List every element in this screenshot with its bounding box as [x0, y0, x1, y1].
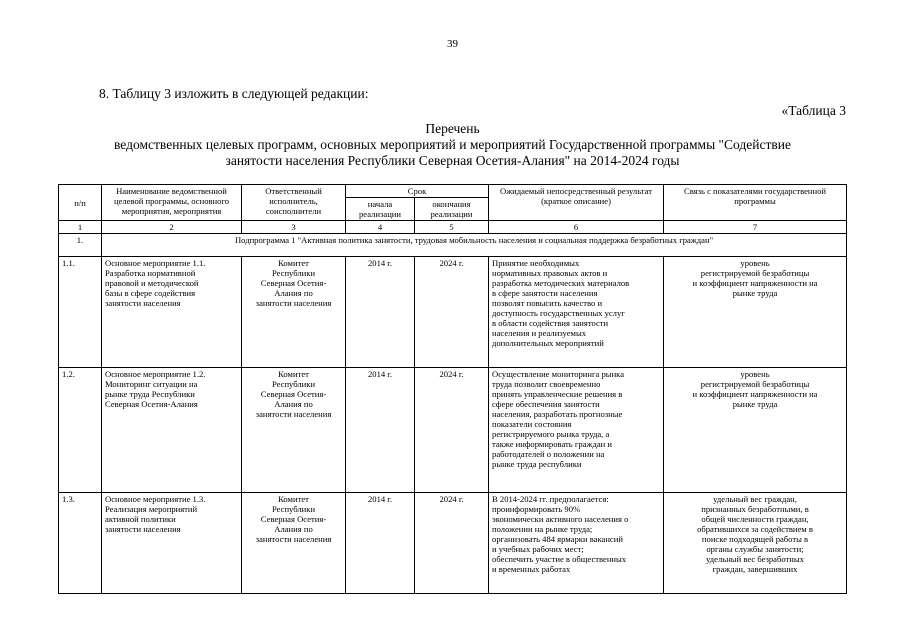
row-num: 1.2. [59, 368, 102, 493]
row-name: Основное мероприятие 1.2. Мониторинг ситуации на рынке труда Республики Северная Осетия-Алания [102, 368, 242, 493]
column-number: 4 [346, 221, 415, 234]
row-start: 2014 г. [346, 257, 415, 368]
row-name: Основное мероприятие 1.3. Реализация мероприятий активной политики занятости населения [102, 493, 242, 594]
subprogram-row [59, 234, 847, 257]
column-number: 1 [59, 221, 102, 234]
header-name: Наименование ведомственной целевой программы, основного мероприятия, мероприятия [102, 185, 242, 221]
row-link: уровень регистрируемой безработицы и коэффициент напряженности на рынке труда [664, 257, 847, 368]
subprogram-title: Подпрограмма 1 "Активная политика занятости, трудовая мобильность населения и социальная поддержка безработных граждан" [102, 234, 847, 257]
header-responsible: Ответственный исполнитель, соисполнители [242, 185, 346, 221]
programs-table [58, 184, 847, 594]
title-line-3: занятости населения Республики Северная Осетия-Алания" на 2014-2024 годы [225, 153, 680, 168]
row-end: 2024 г. [415, 493, 489, 594]
column-number: 2 [102, 221, 242, 234]
table-reference: «Таблица 3 [781, 103, 846, 118]
row-name: Основное мероприятие 1.1. Разработка нормативной правовой и методической базы в сфере содействия занятости населения [102, 257, 242, 368]
page-number: 39 [447, 38, 458, 50]
row-link: уровень регистрируемой безработицы и коэффициент напряженности на рынке труда [664, 368, 847, 493]
instruction-text: 8. Таблицу 3 изложить в следующей редакции: [99, 86, 369, 101]
header-start: начала реализации [346, 198, 415, 221]
title-line-1: Перечень [425, 121, 480, 136]
header-end: окончания реализации [415, 198, 489, 221]
row-end: 2024 г. [415, 368, 489, 493]
row-result: Принятие необходимых нормативных правовых актов и разработка методических материалов в сфере занятости населения позволят повысить качество и доступность государственных услуг в области содействия занятости населения и реализуемых дополнительных мероприятий [489, 257, 664, 368]
table-row [59, 257, 847, 368]
column-number: 7 [664, 221, 847, 234]
row-start: 2014 г. [346, 368, 415, 493]
row-link: удельный вес граждан, признанных безработными, в общей численности граждан, обратившихся за содействием в поиске подходящей работы в органы службы занятости; удельный вес безработных граждан, завершивших [664, 493, 847, 594]
title-line-2: ведомственных целевых программ, основных мероприятий и мероприятий Государственной программы "Содействие [114, 137, 791, 152]
document-title [60, 121, 845, 169]
header-row [59, 185, 847, 198]
row-num: 1.3. [59, 493, 102, 594]
column-number-row [59, 221, 847, 234]
row-start: 2014 г. [346, 493, 415, 594]
header-link: Связь с показателями государственной программы [664, 185, 847, 221]
header-term: Срок [346, 185, 489, 198]
row-responsible: Комитет Республики Северная Осетия- Алания по занятости населения [242, 257, 346, 368]
table-row [59, 493, 847, 594]
subprogram-num: 1. [59, 234, 102, 257]
row-responsible: Комитет Республики Северная Осетия- Алания по занятости населения [242, 493, 346, 594]
row-end: 2024 г. [415, 257, 489, 368]
header-result: Ожидаемый непосредственный результат (краткое описание) [489, 185, 664, 221]
header-num: п/п [59, 185, 102, 221]
row-result: В 2014-2024 гг. предполагается: проинформировать 90% экономически активного населения о положении на рынке труда; организовать 484 ярмарки вакансий и учебных рабочих мест; обеспечить участие в общественных и временных работах [489, 493, 664, 594]
row-result: Осуществление мониторинга рынка труда позволит своевременно принять управленческие решения в сфере обеспечения занятости населения, разработать прогнозные показатели состояния регистрируемого рынка труда, а также информировать граждан и работодателей о положении на рынке труда республики [489, 368, 664, 493]
row-num: 1.1. [59, 257, 102, 368]
column-number: 3 [242, 221, 346, 234]
table-row [59, 368, 847, 493]
row-responsible: Комитет Республики Северная Осетия- Алания по занятости населения [242, 368, 346, 493]
column-number: 5 [415, 221, 489, 234]
column-number: 6 [489, 221, 664, 234]
